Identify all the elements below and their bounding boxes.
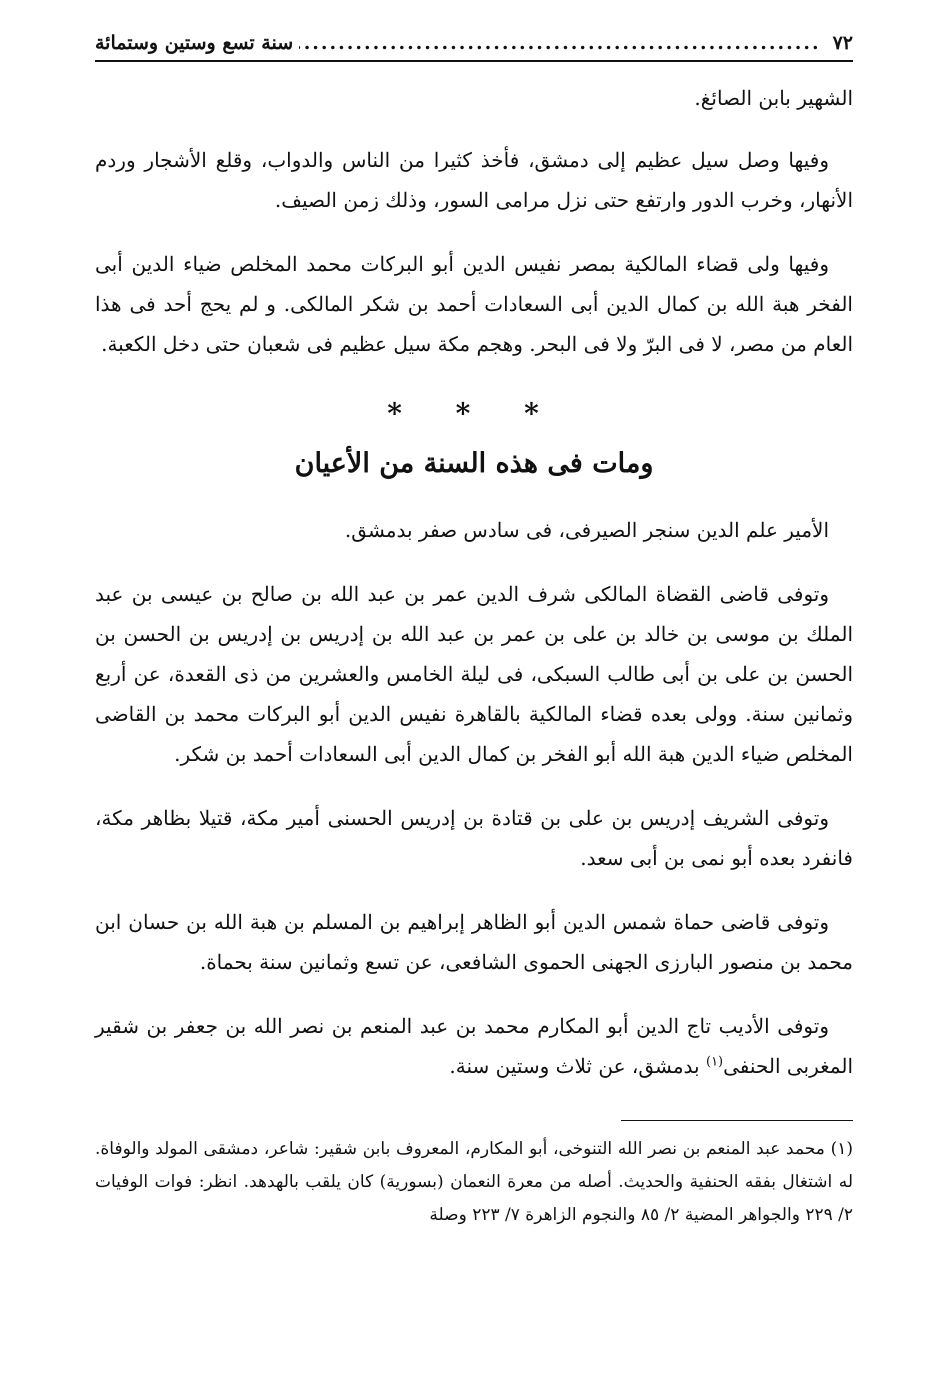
paragraph-maliki-judge: وفيها ولى قضاء المالكية بمصر نفيس الدين أبو البركات محمد المخلص ضياء الدين أبى الفخر هبة الله بن كمال الدين أبى السعادات أحمد بن شكر المالكى. و لم يحج أحد فى هذا العام من مصر، لا فى البرّ ولا فى البحر. وهجم مكة سيل عظيم فى شعبان حتى دخل الكعبة. [95,252,853,356]
footnote-divider [621,1120,853,1121]
book-page [95,30,853,1360]
paragraph-obituary-3: وتوفى الشريف إدريس بن على بن قتادة بن إدريس الحسنى أمير مكة، قتيلا بظاهر مكة، فانفرد بعده أبو نمى بن أبى سعد. [95,806,853,870]
paragraph-text-end: بدمشق، عن ثلاث وستين سنة. [449,1054,706,1078]
header-leader-dots [299,30,820,56]
paragraph-flood-damascus: وفيها وصل سيل عظيم إلى دمشق، فأخذ كثيرا من الناس والدواب، وقلع الأشجار وردم الأنهار، وخرب الدور وارتفع حتى نزل مرامى السور، وذلك زمن الصيف. [95,148,853,212]
footnote-text: (١) محمد عبد المنعم بن نصر الله التنوخى، أبو المكارم، المعروف بابن شقير: شاعر، دمشقى المولد والوفاة. له اشتغال بفقه الحنفية والحديث. أصله من معرة النعمان (بسورية) كان يلقب بالهدهد. انظر: فوات الوفيات ٢/ ٢٢٩ والجواهر المضية ٢/ ٨٥ والنجوم الزاهرة ٧/ ٢٢٣ وصلة [95,1139,853,1225]
paragraph-obituary-1: الأمير علم الدين سنجر الصيرفى، فى سادس صفر بدمشق. [344,518,829,542]
footnote-reference[interactable]: (١) [705,1054,724,1070]
paragraph-obituary-4: وتوفى قاضى حماة شمس الدين أبو الظاهر إبراهيم بن المسلم بن هبة الله بن حسان ابن محمد بن منصور البارزى الجهنى الحموى الشافعى، عن تسع وثمانين سنة بحماة. [95,910,853,974]
section-separator: * * * [387,397,561,430]
continuation-paragraph: الشهير بابن الصائغ. [694,86,853,110]
page-number: ٧٢ [832,32,853,54]
running-header [95,30,853,62]
section-heading: ومات فى هذه السنة من الأعيان [294,448,654,479]
paragraph-text-start: وتوفى الأديب تاج الدين أبو المكارم محمد بن عبد المنعم بن نصر الله بن جعفر بن شقير المغربى الحنفى [95,1014,853,1078]
running-title: سنة تسع وستين وستمائة [95,32,294,54]
paragraph-obituary-2: وتوفى قاضى القضاة المالكى شرف الدين عمر بن عبد الله بن صالح بن عيسى بن عبد الملك بن موسى بن خالد بن على بن عمر بن عبد الله بن إدريس بن إدريس بن الحسن بن الحسن بن على بن أبى طالب السبكى، فى ليلة الخامس والعشرين من ذى القعدة، عن أربع وثمانين سنة. وولى بعده قضاء المالكية بالقاهرة نفيس الدين أبو البركات محمد بن القاضى المخلص ضياء الدين هبة الله أبو الفخر بن كمال الدين أبى السعادات أحمد بن شكر. [95,582,853,766]
paragraph-obituary-5 [95,1006,853,1086]
